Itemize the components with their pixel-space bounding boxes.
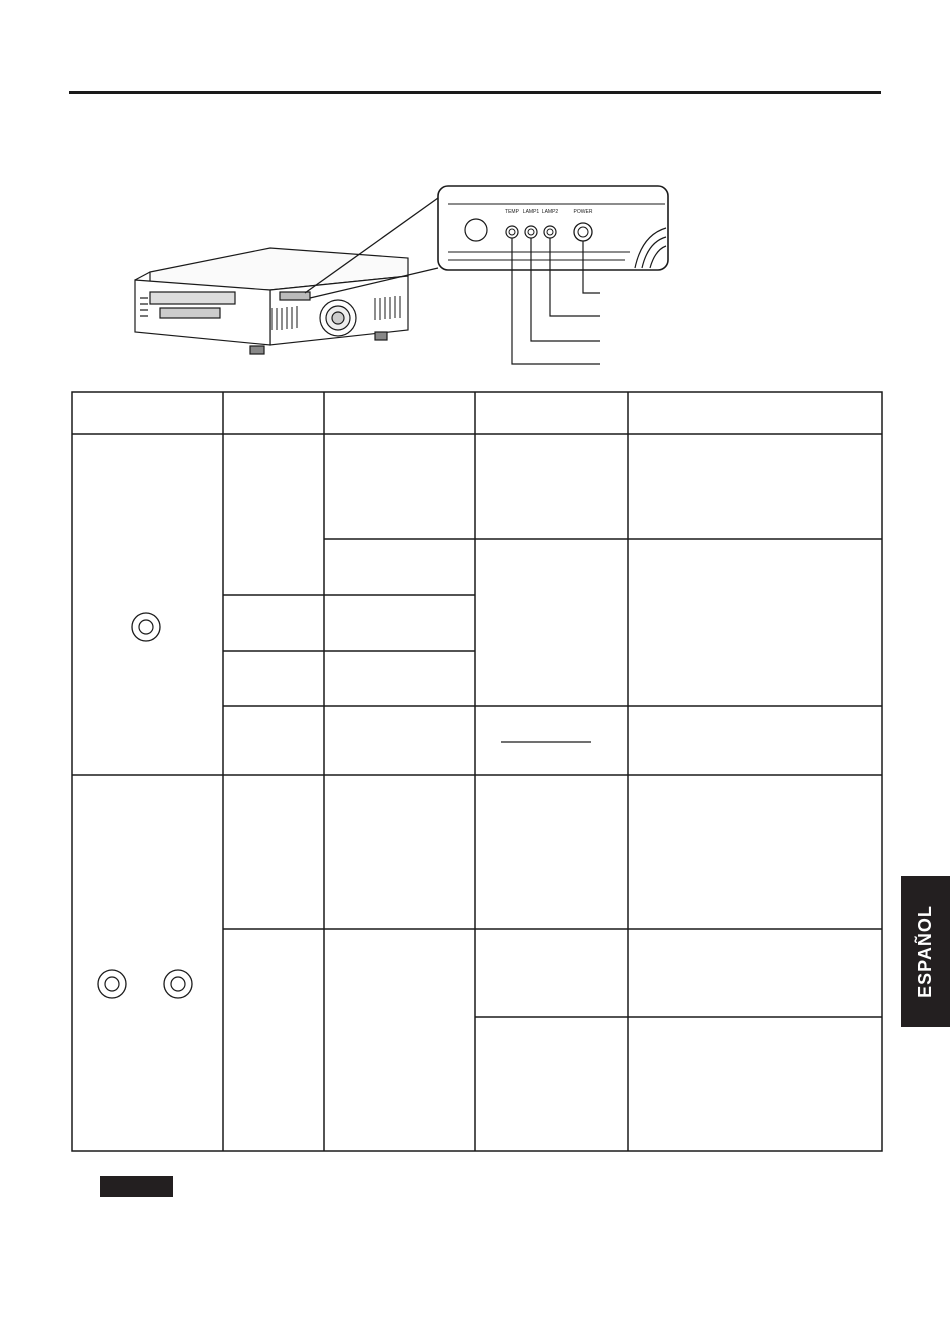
lamp2-indicator-icon: [544, 226, 556, 238]
indicator-status-table: [71, 391, 883, 1152]
projector-figure: [120, 180, 680, 380]
temp-indicator-icon: [506, 226, 518, 238]
indicator-label-lamp2: LAMP2: [541, 209, 559, 215]
header-rule: [69, 91, 881, 94]
lamp1-indicator-icon: [525, 226, 537, 238]
note-badge: [100, 1176, 173, 1197]
indicator-label-power: POWER: [573, 209, 593, 215]
single-lamp-indicator-icon: [132, 613, 160, 641]
language-side-tab: [901, 876, 950, 1027]
indicator-label-lamp1: LAMP1: [522, 209, 540, 215]
indicator-panel-callout: [438, 186, 668, 270]
projector-illustration: [135, 248, 408, 354]
dual-lamp-indicator-icon: [98, 970, 192, 998]
indicator-label-temp: TEMP: [505, 209, 519, 215]
power-indicator-icon: [574, 223, 592, 241]
language-tab-label: ESPAÑOL: [915, 905, 935, 998]
